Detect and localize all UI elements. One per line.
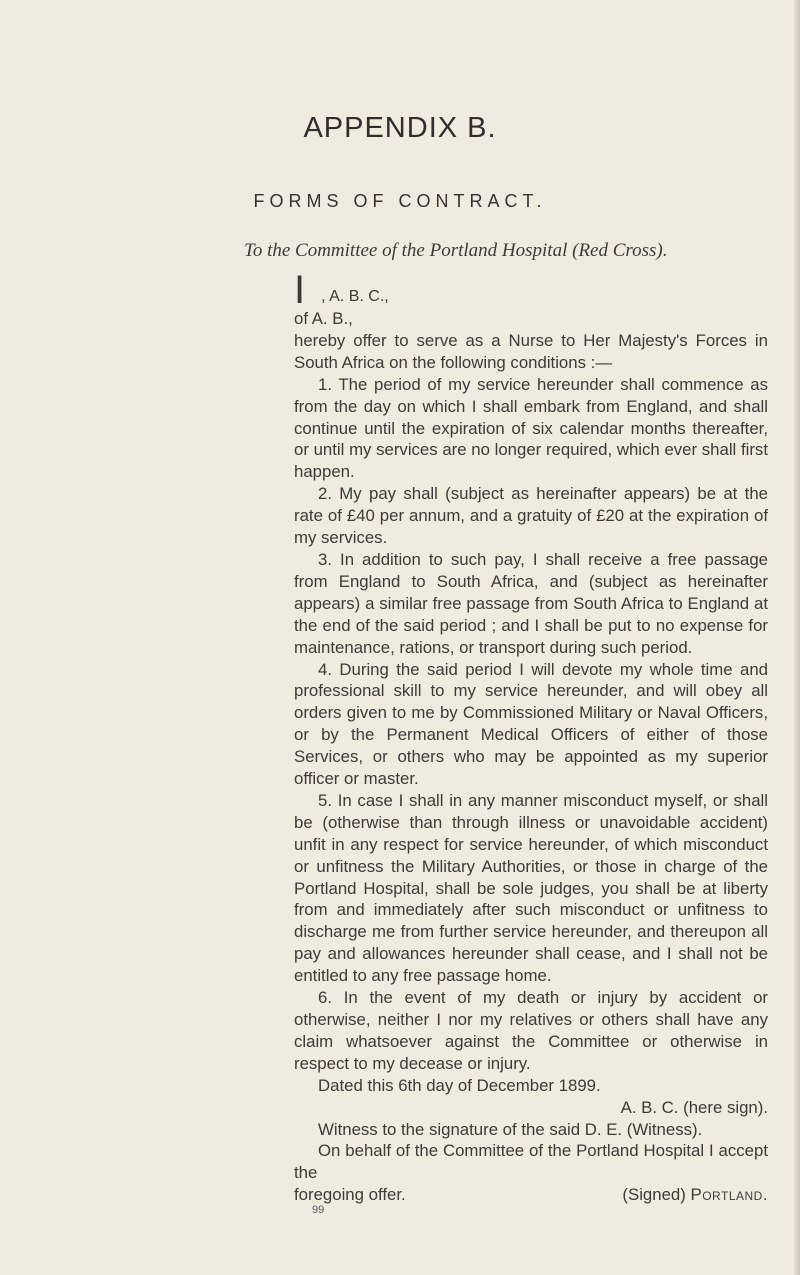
name-line: , A. B. C., [321,288,389,305]
address-prefix: To the Committee of the Portland Hospital ( [244,240,579,261]
clause-6: 6. In the event of my death or injury by accident or otherwise, neither I nor my relatives or others shall have any claim whatsoever against the Committee or otherwise in respect to my decease or injury. [294,988,768,1073]
forms-subheading: FORMS OF CONTRACT. [253,191,547,211]
dated-line: Dated this 6th day of December 1899. [318,1075,601,1095]
opening-line [294,268,389,313]
clause-3: 3. In addition to such pay, I shall receive a free passage from England to South Africa, and (subject as hereinafter appears) a similar free passage from South Africa to England at the end of the said period ; and I shall be put to no expense for maintenance, rations, or transport during such period. [294,549,768,657]
address-suffix: ). [656,240,668,261]
clause-1: 1. The period of my service hereunder shall commence as from the day on which I shall embark from England, and shall continue until the expiration of six calendar months thereafter, or until my services are no longer required, which ever shall first happen. [294,374,768,482]
signature-line: A. B. C. (here sign). [620,1097,768,1117]
signed-label: (Signed) [622,1185,686,1205]
signed-block [622,1184,768,1206]
page-number: 99 [312,1204,325,1217]
addressee-line [244,240,667,262]
witness-line: Witness to the signature of the said D. E. (Witness). [318,1119,703,1139]
behalf-line: On behalf of the Committee of the Portland Hospital I accept the [294,1141,768,1183]
appendix-heading: APPENDIX B. [303,112,497,144]
address-red-cross: Red Cross [578,240,657,261]
of-line: of A. B., [294,309,353,328]
preamble: hereby offer to serve as a Nurse to Her Majesty's Forces in South Africa on the following conditions :— [294,330,768,372]
big-initial: I [294,268,306,312]
clause-5: 5. In case I shall in any manner misconduct myself, or shall be (otherwise than through illness or unavoidable accident) unfit in any respect for service hereunder, of which misconduct or unfitness the Military Authorities, or those in charge of the Portland Hospital, shall be sole judges, you shall be at liberty from and immediately after such misconduct or unfitness to discharge me from further service hereunder, and thereupon all pay and allowances hereunder shall cease, and I shall not be entitled to any free passage home. [294,790,768,986]
clause-2: 2. My pay shall (subject as hereinafter appears) be at the rate of £40 per annum, and a gratuity of £20 at the expiration of my services. [294,484,768,548]
contract-text [294,308,768,1216]
clause-4: 4. During the said period I will devote my whole time and professional skill to my service hereunder, and will obey all orders given to me by Commissioned Military or Naval Officers, or by the Permanent Medical Officers of either of those Services, or others who may be appointed as my superior officer or master. [294,659,768,789]
signed-name: Portland. [690,1185,768,1205]
foregoing-text: foregoing offer. [294,1185,406,1205]
